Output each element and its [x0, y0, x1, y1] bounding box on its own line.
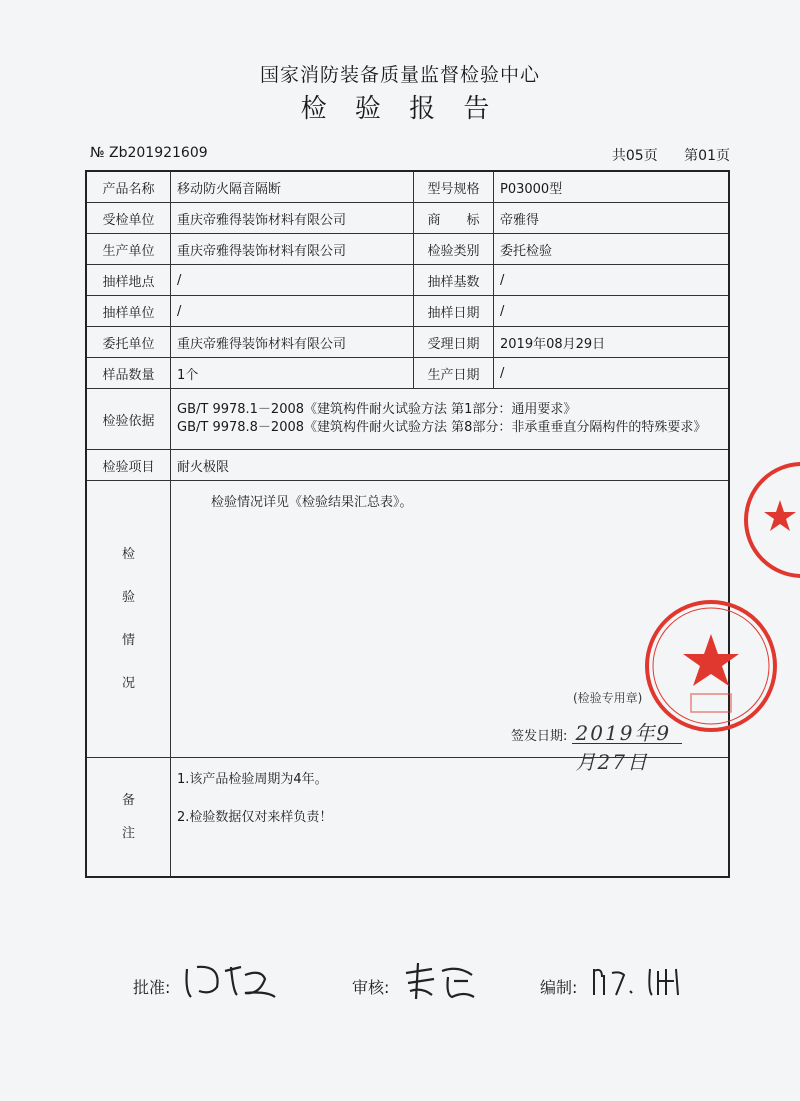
sampling-base-value: /	[494, 265, 730, 296]
basis-line-2: GB/T 9978.8－2008《建筑构件耐火试验方法 第8部分：非承重垂直分隔构件的特殊要求》	[177, 420, 707, 435]
table-row	[86, 203, 729, 234]
basis-label: 检验依据	[86, 389, 171, 450]
compile-signature	[540, 975, 577, 998]
sampling-site-label: 抽样地点	[86, 265, 171, 296]
review-label: 审核:	[352, 978, 390, 997]
review-signature	[352, 975, 389, 998]
result-label-char: 验	[121, 590, 135, 605]
result-box	[171, 481, 728, 774]
page-number: 第01页	[684, 148, 730, 164]
sample-qty-value: 1个	[171, 358, 414, 389]
result-text: 检验情况详见《检验结果汇总表》。	[211, 495, 413, 510]
sign-date-label: 签发日期:	[511, 729, 568, 744]
inspected-unit-label: 受检单位	[86, 203, 171, 234]
inspection-seal-icon	[641, 596, 781, 736]
notes-label-char: 注	[121, 826, 135, 841]
basis-value	[171, 389, 730, 450]
inspection-type-label: 检验类别	[414, 234, 494, 265]
table-row	[86, 758, 729, 878]
item-value: 耐火极限	[171, 450, 730, 481]
result-label-char: 况	[121, 676, 135, 691]
inspected-unit-value: 重庆帝雅得装饰材料有限公司	[171, 203, 414, 234]
table-row	[86, 265, 729, 296]
note-item: 1.该产品检验周期为4年。	[177, 772, 328, 787]
item-label: 检验项目	[86, 450, 171, 481]
sampling-date-value: /	[494, 296, 730, 327]
page-counter	[600, 145, 730, 165]
edge-seal-icon	[740, 440, 800, 600]
trademark-value: 帝雅得	[494, 203, 730, 234]
notes-label	[86, 758, 171, 878]
total-pages: 共05页	[611, 148, 658, 164]
table-row	[86, 450, 729, 481]
producer-value: 重庆帝雅得装饰材料有限公司	[171, 234, 414, 265]
sampling-date-label: 抽样日期	[414, 296, 494, 327]
report-table	[85, 170, 730, 878]
report-number: № Zb201921609	[90, 145, 208, 161]
producer-label: 生产单位	[86, 234, 171, 265]
sampling-unit-label: 抽样单位	[86, 296, 171, 327]
review-handwriting-icon	[402, 961, 482, 1001]
sampling-base-label: 抽样基数	[414, 265, 494, 296]
accept-date-value: 2019年08月29日	[494, 327, 730, 358]
trademark-label: 商 标	[414, 203, 494, 234]
result-cell	[171, 481, 730, 774]
product-name-value: 移动防火隔音隔断	[171, 171, 414, 203]
entrusting-unit-label: 委托单位	[86, 327, 171, 358]
notes-box	[171, 758, 728, 876]
sign-date-handwritten: 2019年9月27日	[575, 721, 672, 774]
entrusting-unit-value: 重庆帝雅得装饰材料有限公司	[171, 327, 414, 358]
report-title: 检 验 报 告	[300, 94, 500, 124]
basis-line-1: GB/T 9978.1－2008《建筑构件耐火试验方法 第1部分：通用要求》	[177, 402, 577, 417]
table-row	[86, 234, 729, 265]
sampling-site-value: /	[171, 265, 414, 296]
product-name-label: 产品名称	[86, 171, 171, 203]
organization-name: 国家消防装备质量监督检验中心	[259, 64, 540, 86]
table-row	[86, 358, 729, 389]
compile-label: 编制:	[540, 978, 578, 997]
result-label-char: 情	[121, 633, 135, 648]
compile-handwriting-icon	[590, 961, 690, 1001]
seal-caption: (检验专用章)	[573, 691, 643, 705]
approve-signature	[133, 975, 170, 998]
sign-date	[511, 721, 682, 774]
sample-qty-label: 样品数量	[86, 358, 171, 389]
production-date-value: /	[494, 358, 730, 389]
table-row	[86, 389, 729, 450]
notes-label-char: 备	[121, 793, 135, 808]
approve-handwriting-icon	[181, 961, 281, 1001]
notes-cell	[171, 758, 730, 878]
table-row	[86, 481, 729, 758]
model-label: 型号规格	[414, 171, 494, 203]
table-row	[86, 327, 729, 358]
model-value: P03000型	[494, 171, 730, 203]
result-label-char: 检	[121, 547, 135, 562]
inspection-type-value: 委托检验	[494, 234, 730, 265]
table-row	[86, 296, 729, 327]
production-date-label: 生产日期	[414, 358, 494, 389]
approve-label: 批准:	[133, 978, 171, 997]
table-row	[86, 171, 729, 203]
note-item: 2.检验数据仅对来样负责！	[177, 810, 333, 825]
result-label	[86, 481, 171, 758]
sampling-unit-value: /	[171, 296, 414, 327]
sign-date-field	[572, 721, 682, 774]
accept-date-label: 受理日期	[414, 327, 494, 358]
